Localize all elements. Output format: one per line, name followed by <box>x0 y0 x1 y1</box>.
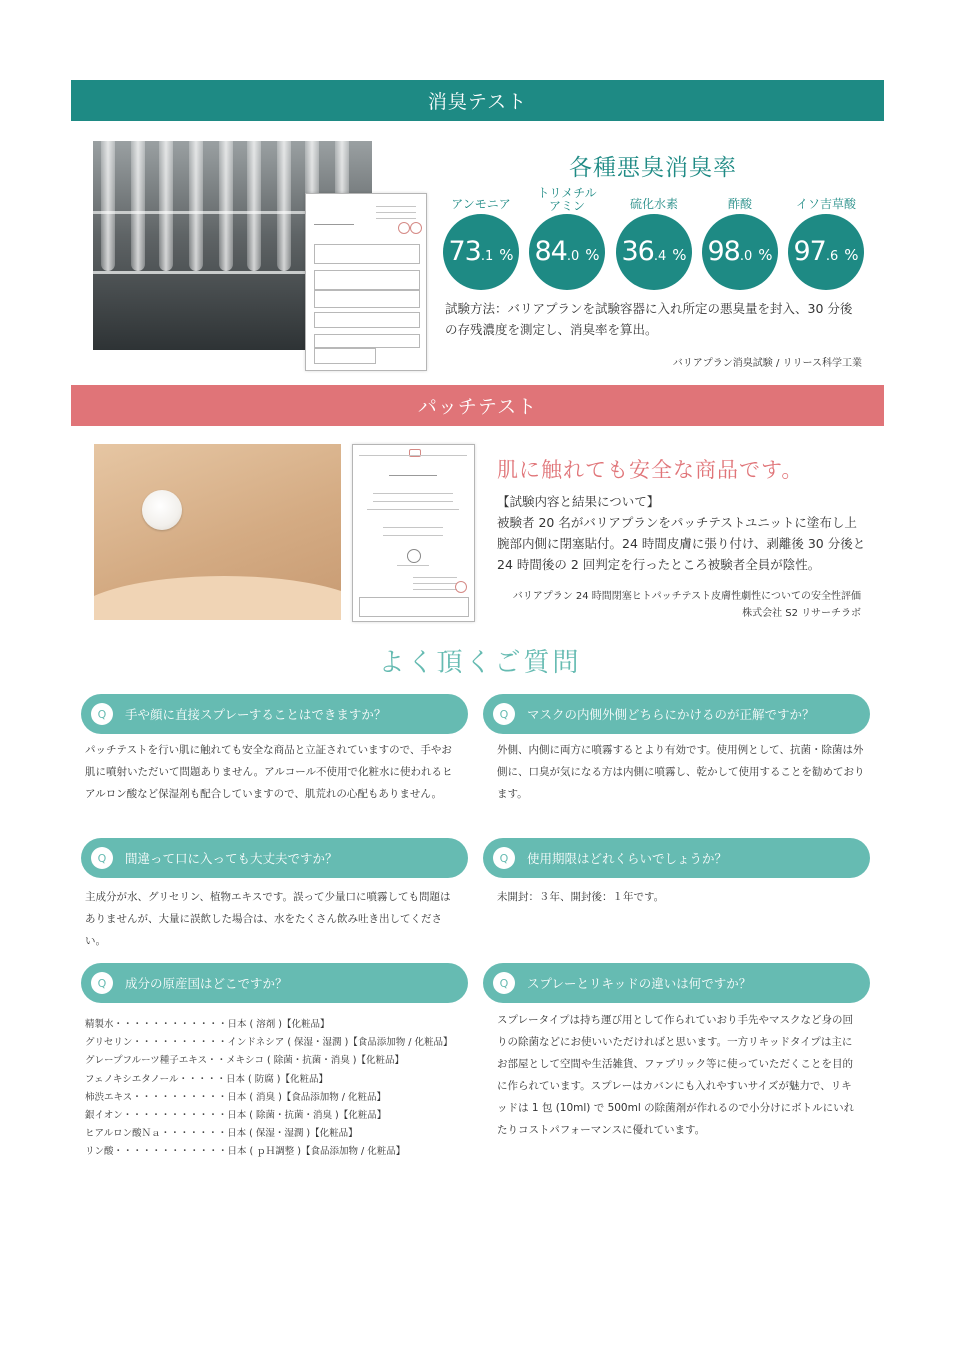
gas-name-trimethylamine: トリメチル アミン <box>537 186 597 213</box>
deodorant-test-credit: バリアプラン消臭試験 / リリース科学工業 <box>672 358 862 369</box>
faq-answer-1: パッチテストを行い肌に触れても安全な商品と立証されていますので、手やお肌に噴射いただいて問題ありません。アルコール不使用で化粧水に使われるヒアルロン酸など保湿剤も配合していますので、肌荒れの心配もありません。 <box>85 744 453 800</box>
ingredient-row: 精製水・・・・・・・・・・・・日本 ( 溶剤 )【化粧品】 <box>85 1019 330 1030</box>
patch-test-report-image <box>352 444 475 622</box>
patch-safety-title: 肌に触れても安全な商品です。 <box>497 458 804 482</box>
patch-credit-line1: バリアプラン 24 時間閉塞ヒトパッチテスト皮膚性劇性についての安全性評価 <box>512 591 861 602</box>
faq-question-5[interactable] <box>81 963 468 1003</box>
faq-question-text: 成分の原産国はどこですか？ <box>125 976 288 991</box>
rate-circle-trimethylamine: 84.0 % <box>529 214 605 290</box>
deodorant-test-header: 消臭テスト <box>71 80 884 121</box>
rate-circle-isovaleric-acid: 97.6 % <box>788 214 864 290</box>
deodorant-rate-title: 各種悪臭消臭率 <box>569 155 737 181</box>
faq-question-text: スプレーとリキッドの違いは何ですか？ <box>527 976 752 991</box>
faq-question-2[interactable] <box>483 694 870 734</box>
q-badge-icon: Q <box>493 703 515 725</box>
q-badge-icon: Q <box>91 847 113 869</box>
patch-result-heading: 【試験内容と結果について】 <box>497 494 660 509</box>
faq-question-text: 使用期限はどれくらいでしょうか？ <box>527 851 728 866</box>
faq-question-text: マスクの内側外側どちらにかけるのが正解ですか？ <box>527 707 815 722</box>
q-badge-icon: Q <box>493 972 515 994</box>
deodorant-test-report-image <box>305 193 427 371</box>
patch-test-header: パッチテスト <box>71 385 884 426</box>
ingredient-row: リン酸・・・・・・・・・・・・日本 ( ｐＨ調整 )【食品添加物 / 化粧品】 <box>85 1146 406 1158</box>
faq-question-1[interactable] <box>81 694 468 734</box>
faq-question-text: 手や顔に直接スプレーすることはできますか？ <box>125 707 387 722</box>
gas-name-ammonia: アンモニア <box>451 197 511 211</box>
q-badge-icon: Q <box>91 703 113 725</box>
ingredient-row: グレープフルーツ種子エキス・・メキシコ ( 除菌・抗菌・消臭 )【化粧品】 <box>85 1055 404 1067</box>
rate-circle-hydrogen-sulfide: 36.4 % <box>616 214 692 290</box>
ingredients-origin-list <box>85 1016 485 1162</box>
faq-answer-6: スプレータイプは持ち運び用として作られていおり手先やマスクなど身の回りの除菌などにお使いいただければと思います。一方リキッドタイプは主にお部屋として空間や生活雑貨、ファブリック等に使っていただくことを目的に作られています。スプレーはカバンにも入れやすいサイズが魅力で、リキッドは 1 包 (10ml) で 500ml の除菌剤が作れるので小分けにボトルにいれたりコストパフォーマンスに優れています。 <box>497 1014 855 1136</box>
faq-answer-3: 主成分が水、グリセリン、植物エキスです。誤って少量口に噴霧しても問題はありませんが、大量に誤飲した場合は、水をたくさん飲み吐き出してください。 <box>85 891 451 947</box>
rate-circle-acetic-acid: 98.0 % <box>702 214 778 290</box>
ingredient-row: グリセリン・・・・・・・・・・インドネシア ( 保湿・湿潤 )【食品添加物 / 化粧品】 <box>85 1037 453 1049</box>
gas-name-acetic-acid: 酢酸 <box>727 197 752 211</box>
faq-question-6[interactable] <box>483 963 870 1003</box>
q-badge-icon: Q <box>91 972 113 994</box>
ingredient-row: ヒアルロン酸Ｎａ・・・・・・・日本 ( 保湿・湿潤 )【化粧品】 <box>85 1128 358 1140</box>
ingredient-row: 柿渋エキス・・・・・・・・・・日本 ( 消臭 )【食品添加物 / 化粧品】 <box>85 1091 387 1103</box>
ingredient-row: フェノキシエタノール・・・・・日本 ( 防腐 )【化粧品】 <box>85 1073 328 1085</box>
gas-name-hydrogen-sulfide: 硫化水素 <box>629 197 678 211</box>
ingredient-row: 銀イオン・・・・・・・・・・・日本 ( 除菌・抗菌・消臭 )【化粧品】 <box>85 1110 387 1122</box>
patch-result-body: 被験者 20 名がバリアプランをパッチテストユニットに塗布し上腕部内側に閉塞貼付。24 時間皮膚に張り付け、剥離後 30 分後と 24 時間後の 2 回判定を行ったところ被験者全員が陰性。 <box>497 515 866 572</box>
faq-answer-4: 未開封：３年、開封後：１年です。 <box>497 891 665 903</box>
faq-title: よく頂くご質問 <box>378 648 582 678</box>
deodorant-test-method: 試験方法：バリアプランを試験容器に入れ所定の悪臭量を封入、30 分後の存残濃度を測定し、消臭率を算出。 <box>445 301 853 337</box>
faq-answer-2: 外側、内側に両方に噴霧するとより有効です。使用例として、抗菌・除菌は外側に、口臭が気になる方は内側に噴霧し、乾かして使用することを勧めております。 <box>497 744 865 800</box>
rate-circle-ammonia: 73.1 % <box>443 214 519 290</box>
faq-question-4[interactable] <box>483 838 870 878</box>
patch-credit-line2: 株式会社 S2 リサーチラボ <box>742 608 861 619</box>
faq-question-3[interactable] <box>81 838 468 878</box>
gas-name-isovaleric-acid: イソ吉草酸 <box>795 197 856 211</box>
q-badge-icon: Q <box>493 847 515 869</box>
faq-question-text: 間違って口に入っても大丈夫ですか？ <box>125 851 338 866</box>
arm-patch-photo <box>94 444 341 620</box>
